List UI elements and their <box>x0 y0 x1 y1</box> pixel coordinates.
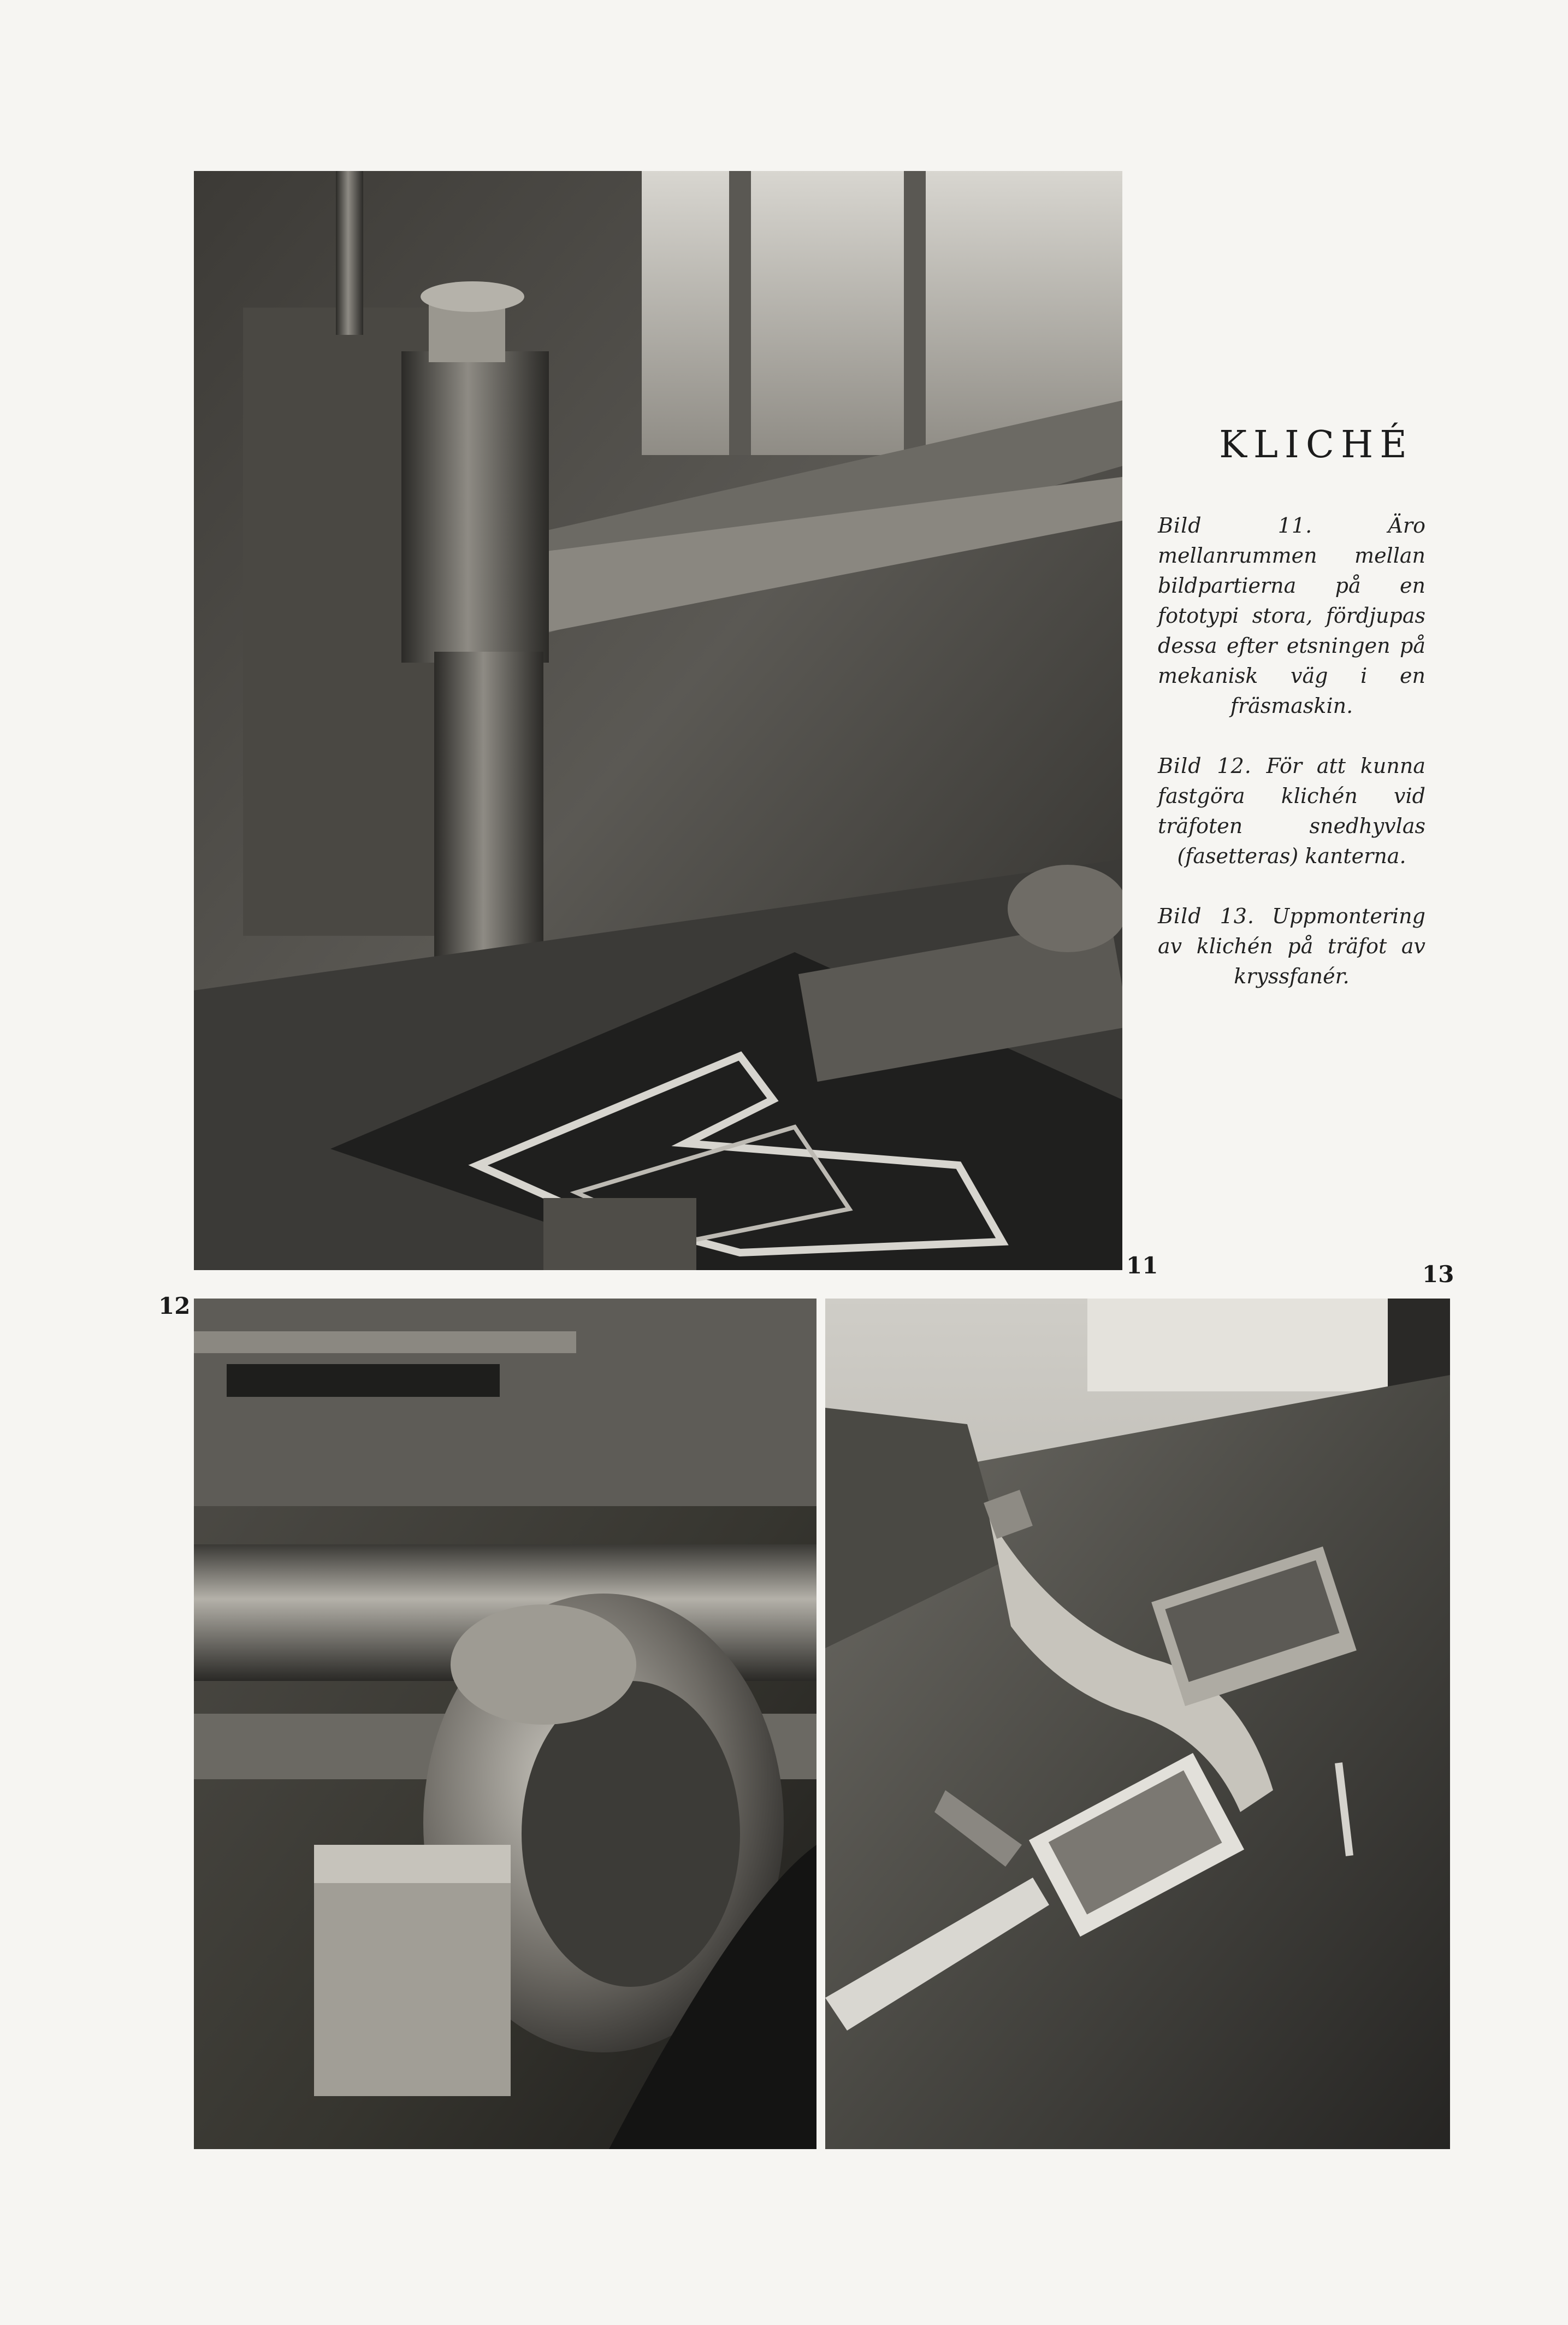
caption-label: Bild 13. <box>1158 904 1255 928</box>
milling-machine-image <box>194 171 1122 1270</box>
caption-text: För att kunna fastgöra klichén vid träfoten snedhyvlas (fasetteras) kanterna. <box>1158 754 1425 868</box>
captions-block <box>1158 511 1425 1022</box>
figure-12-photo <box>194 1299 816 2149</box>
figure-12-number: 12 <box>158 1293 191 1319</box>
caption-bild-11 <box>1158 511 1425 721</box>
figure-13-photo <box>825 1299 1450 2149</box>
caption-label: Bild 12. <box>1158 754 1252 778</box>
caption-text: Äro mellanrummen mellan bildpartierna på en fototypi stora, fördjupas dessa efter etsningen på mekanisk väg i en fräsmaskin. <box>1158 514 1425 718</box>
figure-11-photo <box>194 171 1122 1270</box>
caption-bild-12 <box>1158 751 1425 871</box>
mounting-plate-image <box>825 1299 1450 2149</box>
caption-label: Bild 11. <box>1158 514 1313 538</box>
figure-13-number: 13 <box>1422 1261 1454 1288</box>
figure-11-number: 11 <box>1126 1252 1158 1279</box>
caption-bild-13 <box>1158 901 1425 992</box>
page-title: KLICHÉ <box>1219 423 1413 467</box>
caption-text: Uppmontering av klichén på träfot av kryssfanér. <box>1158 904 1425 988</box>
planing-machine-image <box>194 1299 816 2149</box>
